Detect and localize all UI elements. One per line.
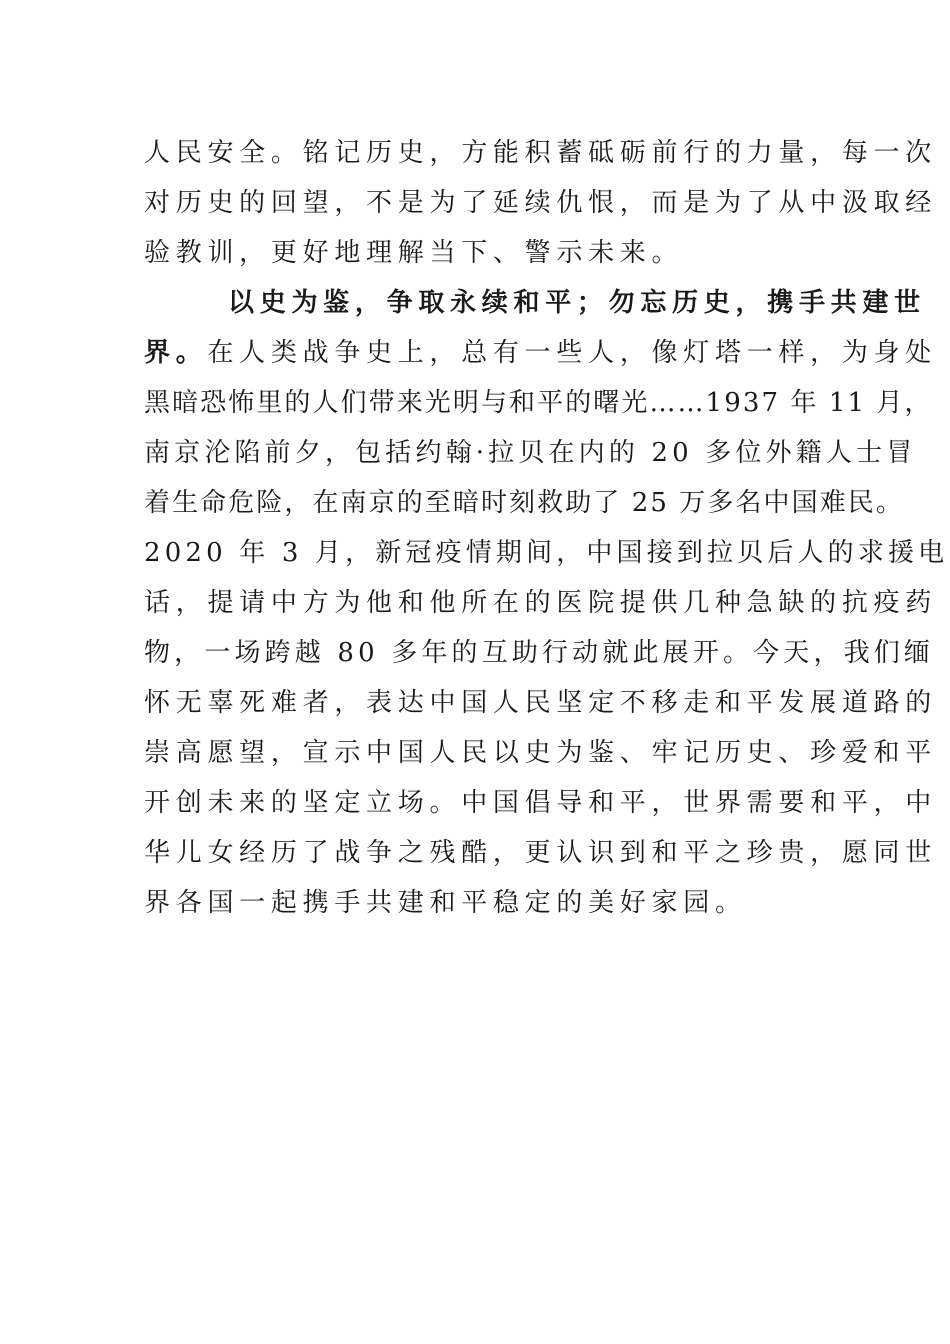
paragraph-line-16: 界各国一起携手共建和平稳定的美好家园。 <box>144 888 747 918</box>
paragraph-line-14: 开创未来的坚定立场。中国倡导和平，世界需要和平，中 <box>144 788 938 818</box>
document-body <box>144 128 949 928</box>
paragraph-line-10: 话，提请中方为他和他所在的医院提供几种急缺的抗疫药 <box>144 588 938 618</box>
paragraph-line-7: 南京沦陷前夕，包括约翰·拉贝在内的 20 多位外籍人士冒 <box>144 438 917 468</box>
paragraph-line-8: 着生命危险，在南京的至暗时刻救助了 25 万多名中国难民。 <box>144 488 904 518</box>
paragraph-line-6: 黑暗恐怖里的人们带来光明与和平的曙光……1937 年 11 月， <box>144 388 933 418</box>
paragraph-line-13: 崇高愿望，宣示中国人民以史为鉴、牢记历史、珍爱和平 <box>144 738 938 768</box>
paragraph-line-1: 人民安全。铭记历史，方能积蓄砥砺前行的力量，每一次 <box>144 138 938 168</box>
paragraph-line-9: 2020 年 3 月，新冠疫情期间，中国接到拉贝后人的求援电 <box>144 538 949 568</box>
paragraph-text: 在人类战争史上，总有一些人，像灯塔一样，为身处 <box>207 338 938 368</box>
paragraph-line-3: 验教训，更好地理解当下、警示未来。 <box>144 238 684 268</box>
paragraph-line-2: 对历史的回望，不是为了延续仇恨，而是为了从中汲取经 <box>144 188 938 218</box>
heading-line: 以史为鉴，争取永续和平；勿忘历史，携手共建世 <box>228 288 926 318</box>
paragraph-line-11: 物，一场跨越 80 多年的互助行动就此展开。今天，我们缅 <box>144 638 935 668</box>
paragraph-line-15: 华儿女经历了战争之残酷，更认识到和平之珍贵，愿同世 <box>144 838 938 868</box>
heading-line-end: 界。 <box>144 338 208 368</box>
paragraph-line-5 <box>144 328 938 378</box>
paragraph-line-12: 怀无辜死难者，表达中国人民坚定不移走和平发展道路的 <box>144 688 938 718</box>
